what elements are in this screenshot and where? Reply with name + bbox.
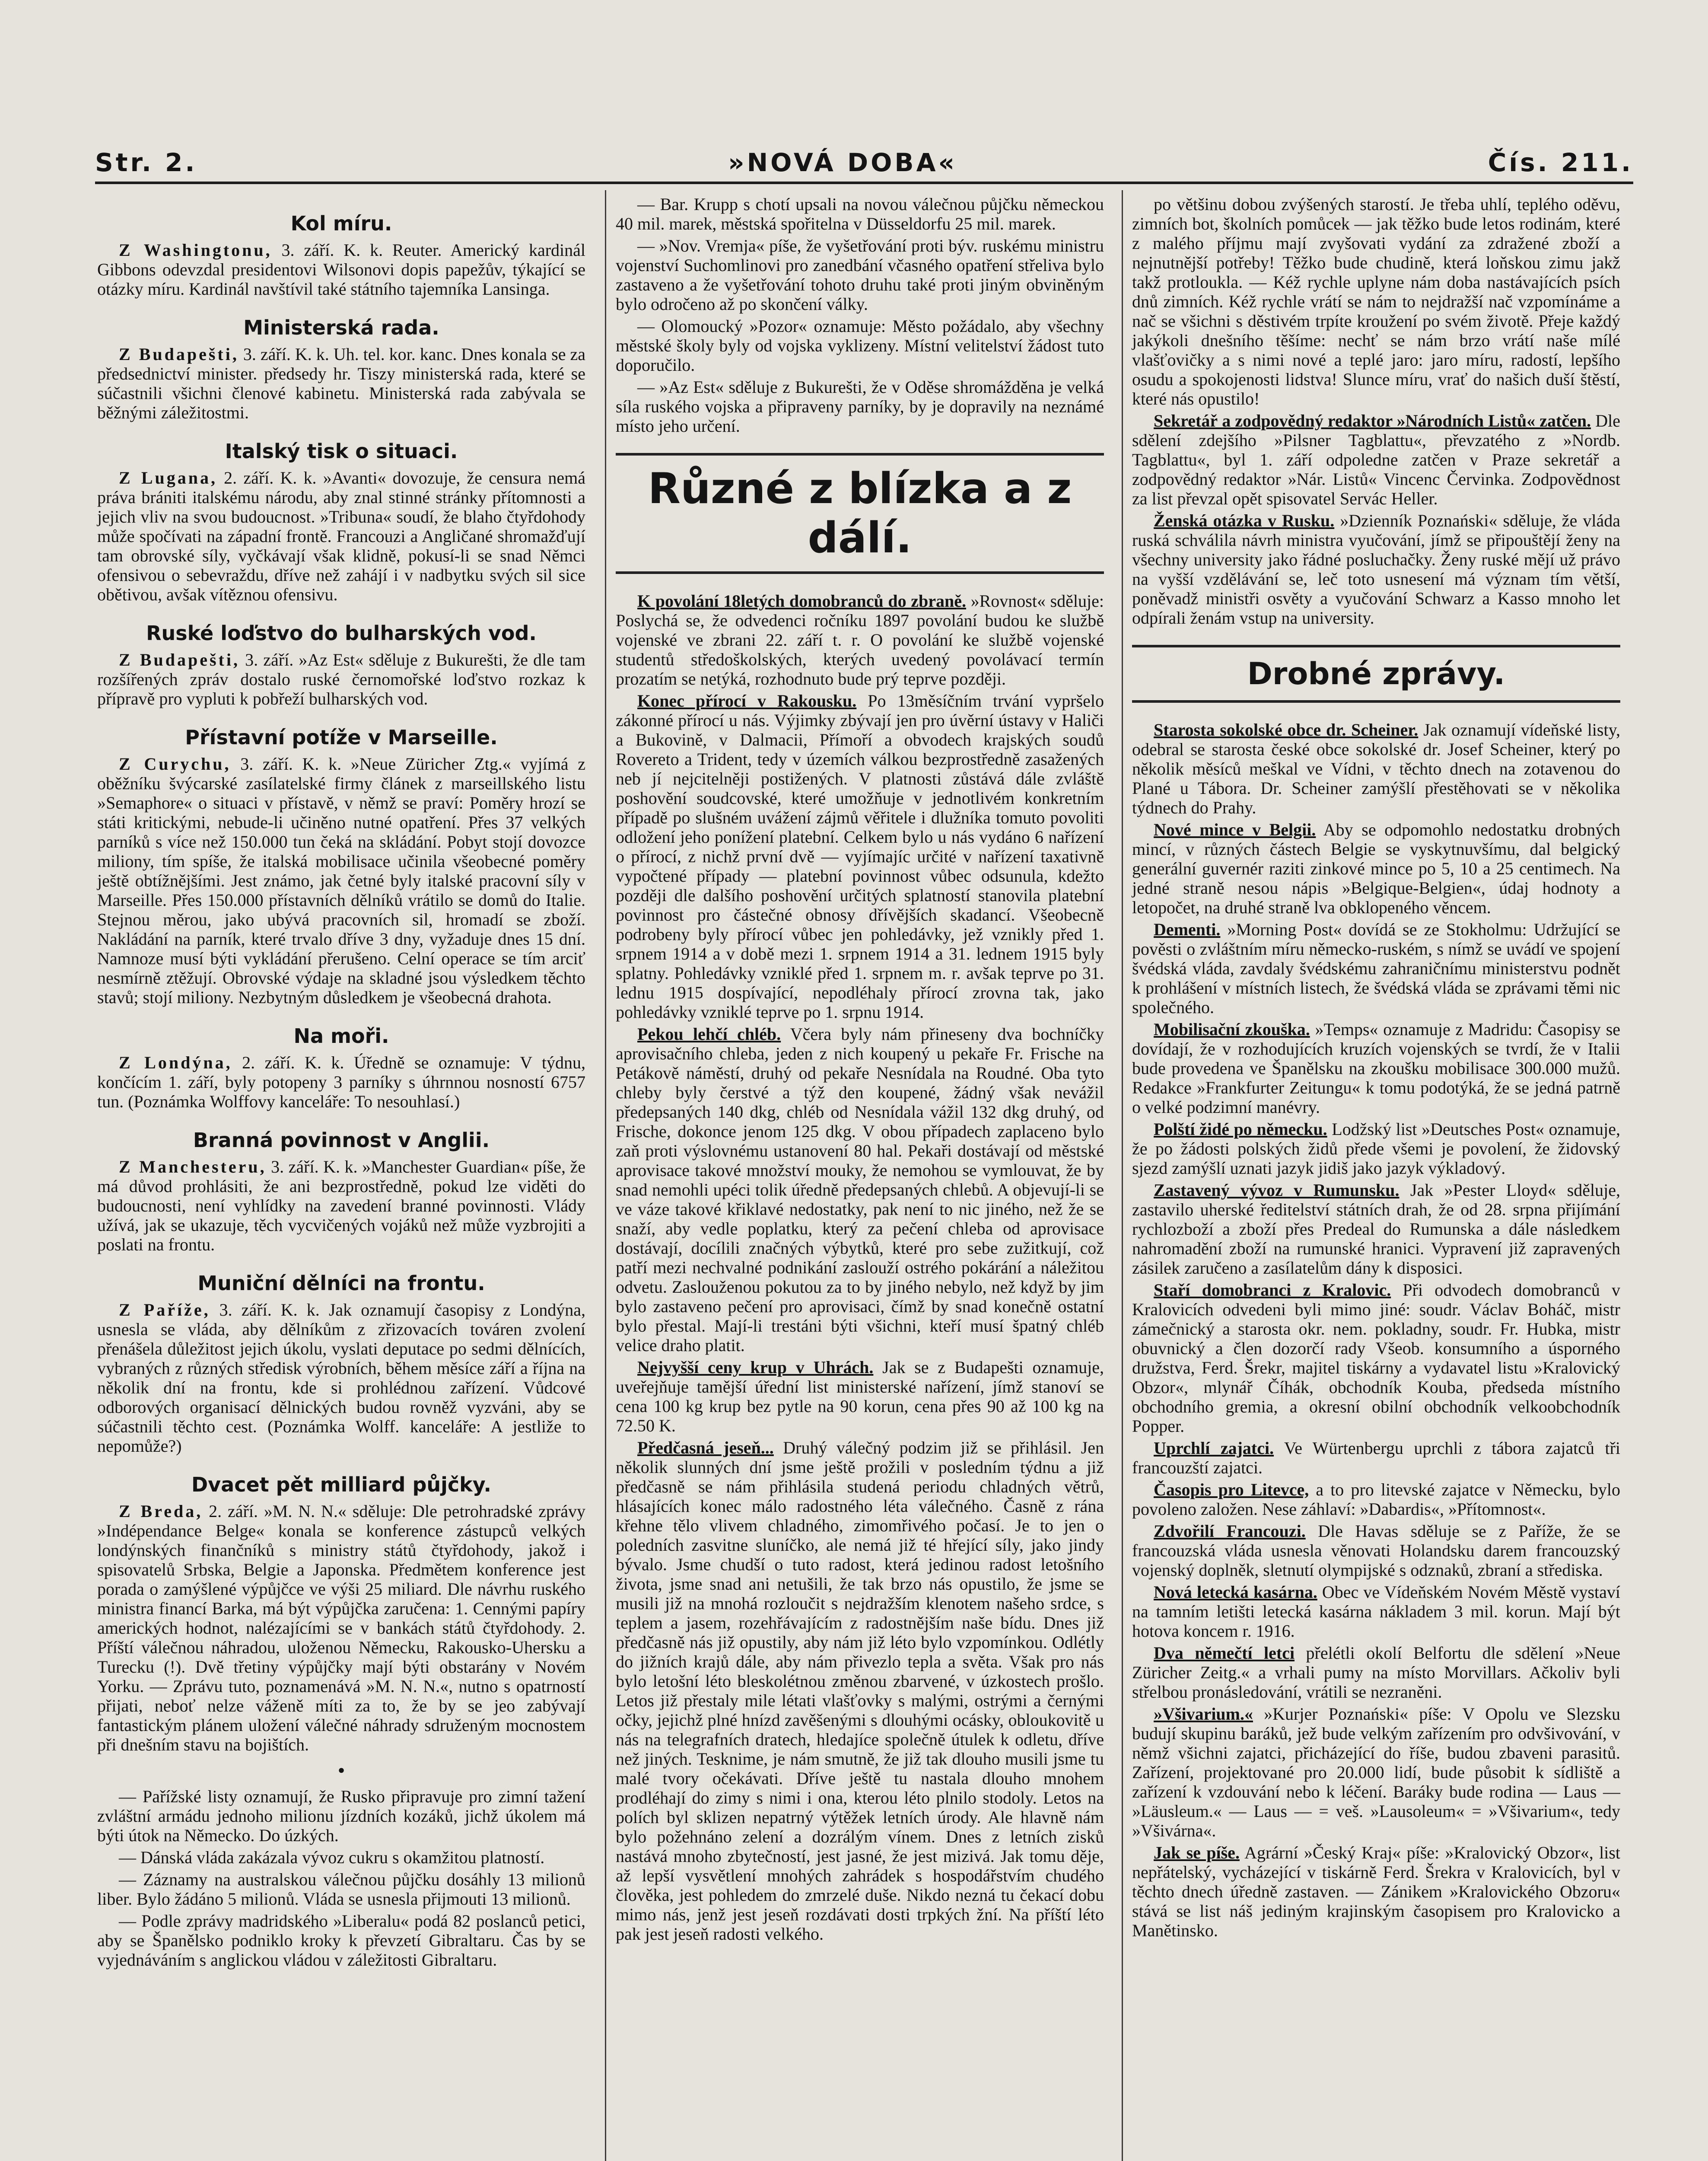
news-item: — Olomoucký »Pozor« oznamuje: Město požádalo, aby všechny městské školy byly od vojska vyklizeny. Místní velitelství žádost tuto doporučilo. [616,316,1104,375]
news-text: »Rovnost« sděluje: Poslychá se, že odvedenci ročníku 1897 povolání budou ke službě vojenské ve zbrani 22. září t. r. O povolání ke službě vojenské studentů středoškolských, kterých uvedený povolávací termín prozatím se netýká, rozhodnuto bude prý teprve později. [616,591,1104,688]
news-text: Agrární »Český Kraj« píše: »Kralovický Obzor«, list nepřátelský, vycházející v tiskárně Ferd. Šrekra v Kralovicích, byl v těchto dnech úředně zastaven. — Zánikem »Kralovického Obzoru« stává se list náš jediným krajinským časopisem pro Kralovicko a Manětinsko. [1132,1843,1621,1940]
news-lead: Ženská otázka v Rusku. [1154,511,1335,530]
article-title: Kol míru. [290,212,392,235]
news-lead: Pekou lehčí chléb. [637,1024,781,1044]
news-item [1132,1521,1620,1580]
section-title: Různé z blízka a z dálí. [648,464,1072,563]
dateline: Z Budapešti, [119,344,239,364]
news-item: po většinu dobou zvýšených starostí. Je třeba uhlí, teplého oděvu, zimních bot, školních pomůcek — jak těžko bude letos rodinám, které z malého příjmu mají zvyšovati vydání za zdražené zboží a nejnutnější potřeby! Těžko bude chudině, která loňskou zimu jakž takž protloukla. — Kéž rychle uplyne nám doba nastávajících psích dnů zimních. Kéž rychle vrátí se nám to nejdražší nač vzpomínáme a nač se všichni s děstivém trpíte kroužení po svém životě. Přeje každý jakýkoli dnešního těšíme: nechť se nám brzo vrátí naše mílé vlašťovičky a s nimi nové a teplé jaro: jaro míru, radostí, lepšího osudu a spokojenosti lidstva! Slunce míru, vrať do našich duší štěstí, které nás opustilo! [1132,194,1620,408]
page-number: Str. 2. [95,148,197,177]
news-lead: Staří domobranci z Kralovic. [1154,1280,1391,1300]
news-text: Jak »Pester Lloyd« sděluje, zastavilo uherské ředitelství státních drah, že od 28. srpna přijímání rychlozboží a zboží přes Predeal do Rumunska a dále následkem nahromadění zboží na rumunské hranici. Vypravení již zapravených zásilek zaručeno a zasílatelům dány k disposici. [1132,1180,1621,1278]
article-body [97,650,585,708]
article-body [97,1053,585,1111]
article-body [97,240,585,299]
section-separator: • [337,1759,345,1782]
news-lead: Nová letecká kasárna. [1154,1582,1317,1602]
article-title: Ministerská rada. [243,316,439,339]
section-title: Drobné zprávy. [1247,656,1505,692]
news-item [1132,411,1620,508]
news-lead: Nové mince v Belgii. [1154,820,1316,839]
news-text: »Temps« oznamuje z Madridu: Časopisy se dovídají, že v rozhodujících kruzích vojenských se tvrdí, že v Italii bude provedena ve Španělsku na zkoušku mobilisace 300.000 mužů. Redakce »Frankfurter Zeitungu« k tomu podotýká, že se jedná patrně o velké podzimní manévry. [1132,1020,1621,1117]
news-lead: Dva němečtí letci [1154,1643,1295,1663]
dateline: Z Curychu, [119,754,231,774]
article-body [97,754,585,1007]
news-item: — Pařížské listy oznamují, že Rusko připravuje pro zimní tažení zvláštní armádu jednoho milionu jízdních kozáků, jichž úkolem má býti útok na Německo. Do úzkých. [97,1787,585,1845]
news-lead: Sekretář a zodpovědný redaktor »Národních Listů« zatčen. [1154,411,1591,430]
news-text: a to pro litevské zajatce v Německu, bylo povoleno založen. Nese záhlaví: »Dabardis«, »Přítomnost«. [1132,1480,1621,1519]
article-text: 2. září. »M. N. N.« sděluje: Dle petrohradské zprávy »Indépendance Belge« konala se konference zástupců velkých londýnských finančníků s ministry států čtyřdohody, jakož i spisovatelů Srbska, Belgie a Japonska. Předmětem konference jest porada o zamýšlené výpůjčce ve výši 25 miliard. Dle návrhu ruského ministra financí Barka, má být výpůjčka zaručena: 1. Cennými papíry amerických hodnot, nalézajícími se v bankách států čtyřdohody. 2. Příští válečnou náhradou, uloženou Německu, Rakousko-Uhersku a Turecku (!). Dvě třetiny výpůjčky mají býti obstarány v Novém Yorku. — Zprávu tuto, poznamenává »M. N. N.«, nutno s opatrností přijati, neboť nelze váženě míti za to, že by se jeo zabývají fantastickým plánem uložení válečné náhrady sdruženým mocnostem při dnešním stavu na bojištích. [97,1501,585,1754]
dateline: Z Breda, [119,1501,203,1521]
news-item: — Záznamy na australskou válečnou půjčku dosáhly 13 milionů liber. Bylo žádáno 5 milionů. Vláda se usnesla přijmouti 13 milionů. [97,1870,585,1909]
news-lead: Starosta sokolské obce dr. Scheiner. [1154,720,1419,739]
column-divider [605,190,606,2161]
news-text: Ve Würtenbergu uprchli z tábora zajatců tři francouzští zajatci. [1132,1438,1620,1477]
article-body [97,1157,585,1254]
news-item [1132,1480,1620,1519]
header-rule [95,182,1633,184]
news-lead: Zastavený vývoz v Rumunsku. [1154,1180,1399,1200]
news-item [1132,511,1620,628]
news-text: Aby se odpomohlo nedostatku drobných mincí, v různých částech Belgie se vyskytnuvšímu, dal belgický generální guvernér raziti zinkové mince po 5, 10 a 25 centimech. Na jedné straně nesou nápis »Belgique-Belgien«, údaj hodnoty a letopočet, na druhé straně lva obklopeného věncem. [1132,820,1620,917]
news-item [1132,1843,1620,1940]
column-2 [616,194,1104,1946]
article-body [97,468,585,604]
news-item [616,591,1104,688]
news-text: Včera byly nám přineseny dva bochníčky aprovisačního chleba, jeden z nich koupený u pekaře Fr. Frische na Petákově náměstí, druhý od pekaře Nesnídala na Roudné. Oba tyto chleby byly čerstvé a týž den koupené, žádný však nevážil předepsaných 140 dkg, chléb od Nesnídala vážil 132 dkg druhý, od Frische, dokonce jenom 125 dkg. V obou případech zaplaceno bylo zaň proti výslovnému ustanovení 80 hal. Pekaři dostávají od městské aprovisace takové množství mouky, že nemohou se vymlouvat, že by snad nemohli upéci tolik úředně předepsaných chlebů. A objevují-li se ve váze takové křiklavé nedostatky, pak není to nic jiného, než že se snaží, aby vedle poplatku, který za pečení chleba od aprovisace dostávají, docílili značných výbytků, které pro sebe zužitkují, což patří mezi nechvalné podnikání zaslouží ostrého pokárání a náležitou odvetu. Zaslouženou pokutou za to by jiného nebylo, než když by jim bylo zastaveno pečení pro aprovisaci, čímž by snad konečně ostatní bylo přestal. Mají-li trestáni býti všichni, kteří musí špatný chléb velice draho platit. [616,1024,1104,1355]
news-text: přelétli okolí Belfortu dle sdělení »Neue Züricher Zeitg.« a vrhali pumy na místo Morvillars. Ačkoliv byli střelbou pronásledování, vrátili se nezraněni. [1132,1643,1621,1702]
news-lead: Polští židé po německu. [1154,1119,1327,1139]
news-item [1132,1704,1620,1840]
article-text: 3. září. K. k. Jak oznamují časopisy z Londýna, usnesla se vláda, aby dělníkům z zřizovacích továren zvolení přenášela důležitost jejich úkolu, vyslati deputace po sedmi dělnících, vybraných z různých středisk výrobních, během měsíce září a října na několik dní na frontu, kde si prohlédnou zařízení. Vůdcové odborových organisací dělnických budou rovněž vyzváni, aby se súčastnili těchto cest. (Poznámka Wolff. kanceláře: A jestliže to nepomůže?) [97,1300,586,1456]
column-1 [97,194,585,1972]
article-body [97,1300,585,1456]
news-text: Dle sdělení zdejšího »Pilsner Tagblattu«, převzatého z »Nordb. Tagblattu«, byl 1. září odpoledne zatčen v Praze sekretář a zodpovědný redaktor »Nár. Listů« Vincenc Červinka. Zodpovědnost za list převzal opět spisovatel Servác Heller. [1132,411,1620,508]
news-text: Při odvodech domobranců v Kralovicích odvedeni byli mimo jiné: soudr. Václav Boháč, mistr zámečnický a starosta okr. nem. pokladny, soudr. Fr. Hubka, mistr obuvnický a člen dozorčí rady Všeob. konsumního a úsporného družstva, Ferd. Šrekr, majitel tiskárny a vydavatel listu »Kralovický Obzor«, mlynář Číhák, obchodník Kouba, předseda místního obchodního gremia, a okresní obilní obchodník velkoobchodník Popper. [1132,1280,1621,1436]
news-item: — »Az Est« sděluje z Bukurešti, že v Oděse shromážděna je velká síla ruského vojska a připraveny parníky, by je dopravily na neznámé místo jeho určení. [616,377,1104,436]
news-text: Obec ve Vídeňském Novém Městě vystaví na tamním letišti letecká kasárna nákladem 3 mil. korun. Mají být hotova koncem r. 1916. [1132,1582,1621,1641]
news-text: »Dzienník Poznański« sděluje, že vláda ruská schválila návrh ministra vyučování, jímž se připouštějí ženy na všechny university jako řádné posluchačky. Ženy ruské mějí už právo na vyšší vzdělávání se, leč toto usnesení má význam tím větší, poněvadž ministři osvěty a vyučování Schwarz a Kasso mnoho let odpírali ženám vstup na university. [1132,511,1620,628]
news-item [1132,1643,1620,1702]
news-text: Jak se z Budapešti oznamuje, uveřejňuje tamější úřední list ministerské nařízení, jímž stanoví se cena 100 kg krup bez pytle na 90 korun, cena přes 90 až 100 kg na 72.50 K. [616,1358,1104,1435]
dateline: Z Paříže, [119,1300,210,1320]
news-item [1132,820,1620,917]
news-lead: Časopis pro Litevce, [1154,1480,1309,1499]
news-item [1132,1582,1620,1641]
news-lead: Předčasná jeseň... [637,1438,774,1457]
news-item [1132,920,1620,1017]
news-text: »Morning Post« dovídá se ze Stokholmu: Udržující se pověsti o zvláštním míru německo-ruském, s nímž se uvádí ve spojení švédská vláda, zavdaly švédskému zahraničnímu ministerstvu podnět k prohlášení v místních listech, že švédská vláda se zprávami těmi nic společného. [1132,920,1621,1017]
section-heading-box [616,453,1104,574]
article-text: 2. září. K. k. Úředně se oznamuje: V týdnu, končícím 1. září, byly potopeny 3 parníky s úhrnnou nosností 6757 tun. (Poznámka Wolffovy kanceláře: To nesouhlasí.) [97,1053,586,1111]
issue-number: Čís. 211. [1488,148,1633,177]
newspaper-title: »NOVÁ DOBA« [728,148,957,177]
news-item: — Bar. Krupp s chotí upsali na novou válečnou půjčku německou 40 mil. marek, městská spořitelna v Düsseldorfu 25 mil. marek. [616,194,1104,233]
article-title: Na moři. [293,1024,389,1048]
news-item [616,691,1104,1022]
article-text: 3. září. K. k. Reuter. Americký kardinál Gibbons odevzdal presidentovi Wilsonovi dopis papežův, týkající se otázky míru. Kardinál navštívil také státního tajemníka Lansinga. [97,240,586,299]
dateline: Z Washingtonu, [119,240,272,260]
article-text: 3. září. K. k. Uh. tel. kor. kanc. Dnes konala se za předsednictví minister. předsedy hr. Tiszy ministerská rada, které se súčastnili všichni členové kabinetu. Ministerská rada zabývala se běžnými záležitostmi. [97,344,585,422]
article-title: Muniční dělníci na frontu. [197,1272,485,1295]
news-item [1132,720,1620,817]
dateline: Z Manchesteru, [119,1157,267,1176]
news-lead: Dementi. [1154,920,1221,939]
column-divider [1122,190,1123,2161]
article-title: Ruské loďstvo do bulharských vod. [146,622,537,645]
news-text: »Kurjer Poznański« píše: V Opolu ve Slezsku budují skupinu baráků, jež bude velkým zařízením pro odvšivování, v němž všichni zajatci, přicházející do říše, budou zbaveni parasitů. Zařízení, projektované pro 20.000 lidí, bude působit k sídliště a zařízení k vzdouvání nebo k léčení. Baráky bude rodina — Laus — »Läusleum.« — Laus — = veš. »Lausoleum« = »Všivarium«, tedy »Všivárna«. [1132,1704,1620,1840]
article-text: 2. září. K. k. »Avanti« dovozuje, že censura nemá práva brániti italskému národu, aby znal stinné stránky přítomnosti a jejich vliv na svou budoucnost. »Tribuna« soudí, že blaho čtyřdohody může spočívati na západní frontě. Francouzi a Angličané shromažďují tam obrovské síly, vyčkávají však klidně, pokusí-li se snad Němci ofensivou o sebevraždu, dříve než zahájí i v nadbytku svých sil sice obětivou, avšak vítěznou ofensivu. [97,468,586,604]
news-item: — »Nov. Vremja« píše, že vyšetřování proti býv. ruskému ministru vojenství Suchomlinovi pro zanedbání včasného opatření střeliva bylo zastaveno a že vyšetřování tohoto druhu také proti jiným obviněným bylo odročeno až po skončení války. [616,236,1104,314]
article-text: 3. září. »Az Est« sděluje z Bukurešti, že dle tam rozšířených zpráv dostalo ruské černomořské loďstvo rozkaz k přípravě pro vypluti k pobřeží bulharských vod. [97,650,586,708]
article-text: 3. září. K. k. »Neue Züricher Ztg.« vyjímá z oběžníku švýcarské zasílatelské firmy článek z marseillského listu »Semaphore« o situaci v přístavě, v němž se praví: Poměry hrozí se státi kritickými, nebude-li učiněno nutné opatření. Přes 37 velkých parníků s více než 150.000 tun čeká na skládání. Pobyt stojí dovozce miliony, tím spíše, že italská mobilisace učinila všeobecné poměry ještě obtížnějšími. Jest známo, jak četné byly italské pracovní síly v Marseille. Přes 150.000 přístavních dělníků vrátilo se domů do Italie. Stejnou měrou, jako ubývá pracovních sil, hromadí se zboží. Nakládání na parník, které trvalo dříve 3 dny, vyžaduje dnes 15 dní. Namnoze musí býti vykládání přerušeno. Celní operace se tím arciť nesmírně ztěžují. Obrovské výdaje na skladné jsou výsledkem těchto stavů; stojí miliony. Nezbytným důsledkem je všeobecná drahota. [97,754,585,1007]
news-text: Dle Havas sděluje se z Paříže, že se francouzská vláda usnesla věnovati Holandsku darem francouzský vojenský doplněk, sletnutí olympijské s odznaků, zbraní a střediska. [1132,1521,1621,1580]
dateline: Z Londýna, [119,1053,232,1072]
news-item [616,1024,1104,1355]
page-header [95,130,1633,177]
news-item [1132,1180,1620,1278]
news-item [1132,1438,1620,1477]
news-item: — Dánská vláda zakázala vývoz cukru s okamžitou platností. [119,1848,545,1867]
news-lead: Mobilisační zkouška. [1154,1020,1310,1039]
news-lead: Nejvyšší ceny krup v Uhrách. [637,1358,874,1377]
column-3 [1132,194,1620,1943]
news-text: Po 13měsíčním trvání vypršelo zákonné přírocí u nás. Výjimky zbývají jen pro úvěrní ústavy v Haliči a Bukovině, v Dalmacii, Přímoří a obvodech krajských soudů Rovereto a Trident, tedy v územích válkou bezprostředně zasažených neb jí nejcitelněji postižených. V platnosti zůstává dále zvláště poshovění soudcovské, které umožňuje v jednotlivém konkretním případě po slušném uvážení zájmů věřitele i dlužníka tomuto povoliti odložení jeho ponížení platební. Celkem bylo u nás vydáno 6 nařízení o přírocí, z nichž první dvě — vyjímajíc určité v nařízení taxativně vypočtené případy — platební povinnost vůbec odsunula, kdežto později dle dalšího poshovění určitých splatností stanovila platební povinnost pro částečné obnosy dřívějších skadancí. Všeobecně podrobeny byly přírocí vůbec jen pohledávky, jež vznikly před 1. srpnem 1914 a v době mezi 1. srpnem 1914 a 31. lednem 1915 byly splatny. Pohledávky vzniklé před 1. srpnem m. r. avšak teprve po 31. lednu 1915 dospívající, nepodléhaly přírocí zrovna tak, jako pohledávky vzniklé teprve po 1. srpnu 1914. [616,691,1104,1022]
article-text: 3. září. K. k. »Manchester Guardian« píše, že má důvod prohlásiti, že ani bezprostředně, pokud lze viděti do budoucnosti, není vyhlídky na zavedení branné povinnosti. Vlády užívá, jak se ukazuje, těch vycvičených vojáků než může vyzbrojiti a poslati na frontu. [97,1157,586,1254]
article-body [97,344,585,422]
news-lead: Uprchlí zajatci. [1154,1438,1274,1458]
news-text: Druhý válečný podzim již se přihlásil. Jen několik slunných dní jsme ještě prožili v posledním týdnu a již předčasně se nám přihlásila studená periodu chladných větrů, hlásajících konec málo radostného léta válečného. Časně z rána křehne tělo vlivem chladného, zimomřivého počasí. Je to jen o poledních zasvitne sluníčko, ale nemá již té hřející síly, jako jindy bývalo. Jsme chudší o tuto radost, která jedinou radost letošního života, jsme snad ani netušili, že tak brzo nás opustilo, že jsme se musili již na mnohá rozloučit s nejdražším klenotem našeho srdce, s teplem a jasem, rozehřávajícím z radostnějším naše bídu. Dnes již předčasně nás již opustily, aby nám již léto bylo vzpomínkou. Odlétly do jižních krajů dále, aby nám přivezlo tepla a světa. Však pro nás bylo letošní léto bleskolétnou změnou zbarvené, v úzkostech prošlo. Letos již přestaly mile létati vlašťovky s malými, ostrými a černými očky, jejichž plné hnízd zavěšenými s dlouhými ocásky, obloukovitě u nás na telegrafních dratech, hledajíce společně útulek k odletu, dříve než jiných. Tesknime, je nám smutně, že již tak dlouho musili jsme tu malé tvory očekávati. Dříve ještě tu nastala dlouho mnohem prodléhají do zimy s nimi i ona, kterou léto plnilo stodoly. Letos na polích byl sklizen nepatrný výtěžek letních úrody. Ale hlavně nám bylo požehnáno zelení a dozrálým vínem. Dnes z letních zisků nastává mnoho zbytečností, jest jasné, že jest mizivá. Jak tomu děje, až lepší vysvětlení mnohých zahrádek s hospodářstvím chudého člověka, jest pohledem do zmrzelé duše. Nikdo nezná tu čekací dobu mimo nás, jenž jest jeseň rozdávati dosti trpkých žní. Na příští léto pak jest jeseň radosti velkého. [616,1438,1104,1944]
news-lead: Zdvořilí Francouzi. [1154,1521,1306,1541]
news-item [1132,1280,1620,1436]
news-item [1132,1119,1620,1178]
news-item [1132,1020,1620,1117]
news-lead: K povolání 18letých domobranců do zbraně. [637,591,966,611]
news-lead: Jak se píše. [1154,1843,1240,1862]
news-item: — Podle zprávy madridského »Liberalu« podá 82 poslanců petici, aby se Španělsko podniklo kroky k převzetí Gibraltaru. Čas by se vyjednáváním s anglickou vládou v záležitosti Gibraltaru. [97,1911,585,1970]
news-text: Lodžský list »Deutsches Post« oznamuje, že po žádosti polských židů přede všemi je povolení, že židovský sjezd zamýšlí uznati jazyk jidiš jako jazyk výkladový. [1132,1119,1621,1178]
article-title: Branná povinnost v Anglii. [193,1128,490,1152]
news-text: Jak oznamují vídeňské listy, odebral se starosta české obce sokolské dr. Josef Scheiner, který po několik měsíců meškal ve Vídni, v těchto dnech na zotavenou do Plané u Tábora. Dr. Scheiner zamýšlí přestěhovati se v několika týdnech do Prahy. [1132,720,1620,817]
news-lead: Konec přírocí v Rakousku. [637,691,857,711]
article-title: Italský tisk o situaci. [225,440,458,463]
dateline: Z Lugana, [119,468,218,488]
article-title: Přístavní potíže v Marseille. [185,726,498,749]
article-title: Dvacet pět milliard půjčky. [191,1473,492,1496]
news-lead: »Všivarium.« [1154,1704,1253,1724]
dateline: Z Budapešti, [119,650,240,669]
section-heading-box [1132,645,1620,703]
news-item [616,1358,1104,1435]
article-body [97,1501,585,1754]
news-item [616,1438,1104,1944]
